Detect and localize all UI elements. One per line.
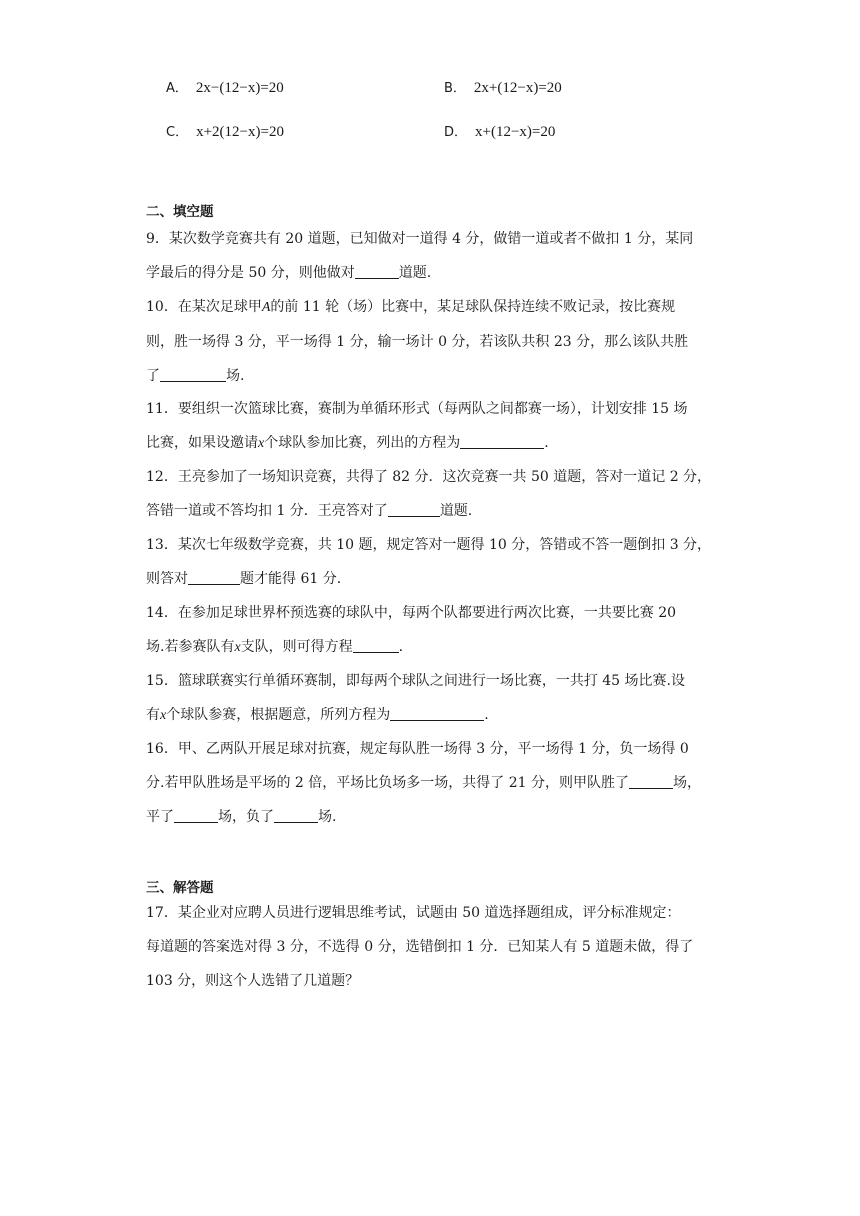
question-15-line-2	[146, 698, 718, 733]
question-16-text-end: 场.	[318, 809, 337, 825]
variable-x: x	[234, 640, 241, 655]
variable-a: A	[261, 300, 271, 315]
option-c	[166, 122, 284, 143]
question-16-text-cont: 场，	[672, 775, 701, 791]
answer-blank	[188, 568, 240, 585]
question-17-line-1: 17．某企业对应聘人员进行逻辑思维考试，试题由 50 道选择题组成，评分标准规定：	[146, 905, 681, 921]
question-16-text-3b: 场，负了	[218, 809, 274, 825]
question-10	[146, 290, 718, 393]
question-14	[146, 596, 718, 665]
question-16-text-3: 平了	[146, 809, 174, 825]
answer-blank	[460, 432, 544, 449]
answer-blank	[174, 806, 218, 823]
answer-blank	[355, 262, 399, 279]
question-11	[146, 392, 718, 461]
question-11-text: 比赛，如果设邀请	[146, 435, 258, 451]
answer-blank	[629, 772, 673, 789]
question-9-text-end: 道题.	[398, 265, 432, 281]
answer-blank	[160, 365, 226, 382]
question-15	[146, 664, 718, 733]
question-10-text-end: 场.	[226, 368, 245, 384]
question-13-line-1: 13．某次七年级数学竞赛，共 10 题，规定答对一题得 10 分，答错或不答一题倒扣 3 分，	[146, 537, 712, 553]
answer-blank	[274, 806, 318, 823]
question-9	[146, 222, 718, 290]
question-16-line-2	[146, 766, 718, 800]
option-b	[444, 78, 562, 99]
question-9-text: 学最后的得分是 50 分，则他做对	[146, 265, 355, 281]
option-b-label: B．	[444, 81, 466, 96]
question-13-line-2	[146, 562, 718, 596]
option-a-label: A．	[166, 81, 188, 96]
option-d	[444, 122, 555, 143]
question-12-line-1: 12．王亮参加了一场知识竞赛，共得了 82 分．这次竞赛一共 50 道题，答对一道记 2 分，	[146, 469, 712, 485]
question-10-line-1	[146, 290, 718, 325]
question-16-line-1: 16．甲、乙两队开展足球对抗赛，规定每队胜一场得 3 分，平一场得 1 分，负一场得 0	[146, 741, 689, 757]
question-10-line-2: 则，胜一场得 3 分，平一场得 1 分，输一场计 0 分，若该队共积 23 分，那么该队共胜	[146, 334, 689, 350]
option-d-label: D．	[444, 125, 468, 140]
option-a	[166, 78, 284, 99]
answer-blank	[388, 500, 440, 517]
question-16-line-3	[146, 800, 718, 834]
question-12-line-2	[146, 494, 718, 528]
question-11-line-1: 11．要组织一次篮球比赛，赛制为单循环形式（每两队之间都赛一场），计划安排 15 场	[146, 401, 688, 417]
question-10-text-3: 了	[146, 368, 160, 384]
question-14-text: 场.若参赛队有	[146, 639, 235, 655]
option-c-equation: x+2(12−x)=20	[196, 124, 284, 140]
option-b-equation: 2x+(12−x)=20	[473, 80, 562, 96]
variable-x: x	[160, 708, 167, 723]
question-14-text-cont: 支队，则可得方程	[240, 639, 353, 655]
section-answer-title: 三、解答题	[146, 880, 214, 896]
question-9-line-2	[146, 256, 718, 290]
question-13-text-end: 题才能得 61 分.	[240, 571, 342, 587]
question-12-text-end: 道题.	[439, 503, 473, 519]
answer-blank	[353, 636, 399, 653]
answer-blank	[390, 704, 484, 721]
question-12	[146, 460, 718, 528]
question-9-line-1: 9．某次数学竞赛共有 20 道题，已知做对一道得 4 分，做错一道或者不做扣 1 分，某同	[146, 231, 694, 247]
option-a-equation: 2x−(12−x)=20	[195, 80, 284, 96]
question-11-text-cont: 个球队参加比赛，列出的方程为	[264, 435, 461, 451]
question-11-text-end: .	[544, 435, 549, 451]
question-15-text-end: .	[484, 707, 489, 723]
variable-x: x	[258, 436, 265, 451]
question-10-text-cont: 的前 11 轮（场）比赛中，某足球队保持连续不败记录，按比赛规	[270, 299, 676, 315]
question-17	[146, 896, 718, 998]
question-10-text: 10．在某次足球甲	[146, 299, 262, 315]
option-d-equation: x+(12−x)=20	[475, 124, 556, 140]
question-14-line-2	[146, 630, 718, 665]
question-14-text-end: .	[398, 639, 404, 655]
question-15-text: 有	[146, 707, 160, 723]
section-fill-in-title: 二、填空题	[146, 204, 214, 220]
question-15-line-1: 15．篮球联赛实行单循环赛制，即每两个球队之间进行一场比赛，一共打 45 场比赛.设	[146, 673, 685, 689]
question-12-text: 答错一道或不答均扣 1 分．王亮答对了	[146, 503, 388, 519]
question-17-line-3: 103 分，则这个人选错了几道题？	[146, 973, 360, 989]
question-17-line-2: 每道题的答案选对得 3 分，不选得 0 分，选错倒扣 1 分．已知某人有 5 道题未做，得了	[146, 939, 694, 955]
option-c-label: C．	[166, 125, 189, 140]
question-16-text: 分.若甲队胜场是平场的 2 倍，平场比负场多一场，共得了 21 分，则甲队胜了	[146, 775, 629, 791]
question-10-line-3	[146, 359, 718, 393]
question-11-line-2	[146, 426, 718, 461]
question-14-line-1: 14．在参加足球世界杯预选赛的球队中，每两个队都要进行两次比赛，一共要比赛 20	[146, 605, 677, 621]
question-16	[146, 732, 718, 834]
question-15-text-cont: 个球队参赛，根据题意，所列方程为	[166, 707, 391, 723]
question-13	[146, 528, 718, 596]
question-13-text: 则答对	[146, 571, 188, 587]
